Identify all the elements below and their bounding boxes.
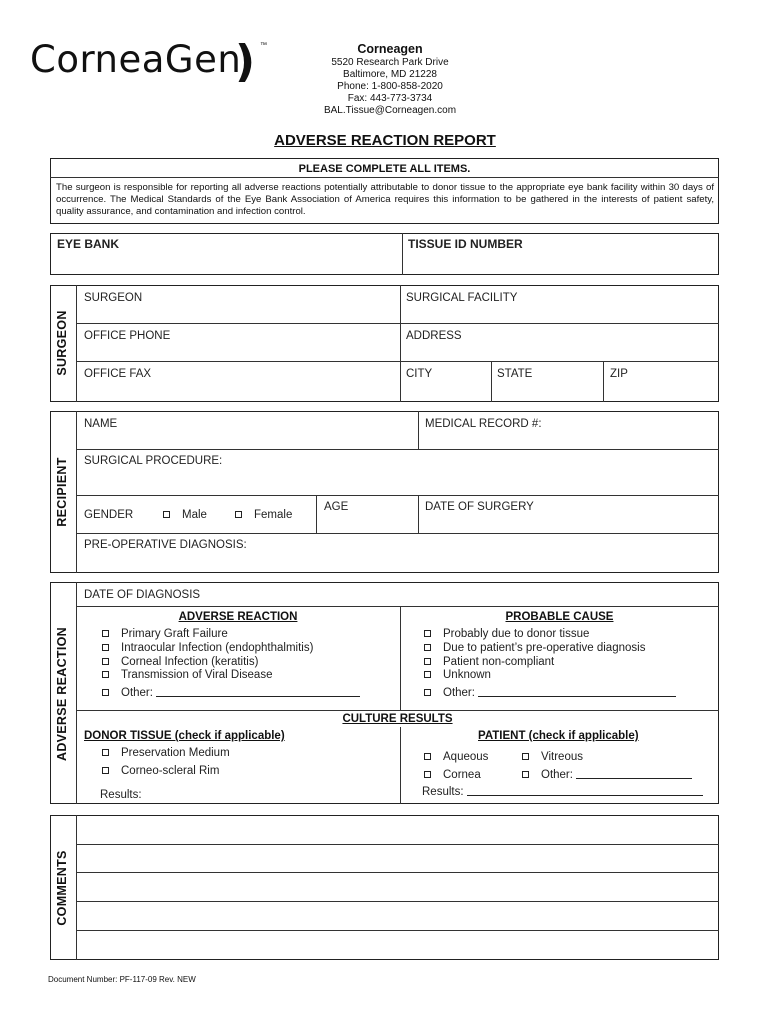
surgical-facility-label: SURGICAL FACILITY (406, 292, 518, 304)
checkbox-icon (102, 671, 109, 678)
company-name: Corneagen (357, 42, 423, 56)
fax-line: Fax: 443-773-3734 (347, 93, 433, 104)
comments-field[interactable] (78, 817, 717, 958)
adverse-reaction-section-title: ADVERSE REACTION (55, 627, 69, 761)
cause-label: Unknown (443, 669, 491, 681)
patient-other-label: Other: (541, 769, 573, 781)
patient-vitreous-label: Vitreous (541, 751, 583, 763)
surgeon-section (50, 285, 719, 402)
phone-line: Phone: 1-800-858-2020 (337, 81, 443, 92)
checkbox-icon (522, 771, 529, 778)
email-line: BAL.Tissue@Corneagen.com (323, 105, 457, 116)
patient-vitreous[interactable] (522, 751, 583, 763)
gender-female-checkbox[interactable] (235, 509, 292, 521)
logo-text: CorneaGen (30, 38, 242, 81)
eye-bank-field[interactable] (52, 252, 400, 273)
reaction-viral-transmission[interactable] (102, 669, 272, 681)
reaction-corneal-infection[interactable] (102, 656, 258, 668)
eye-bank-label: EYE BANK (57, 237, 120, 251)
male-label: Male (182, 509, 207, 521)
address-line-2: Baltimore, MD 21228 (343, 69, 437, 80)
patient-cornea[interactable] (424, 769, 481, 781)
checkbox-icon (522, 753, 529, 760)
reaction-other-field[interactable] (156, 687, 360, 697)
donor-preservation-medium[interactable] (102, 747, 230, 759)
donor-corneo-scleral-rim[interactable] (102, 765, 219, 777)
checkbox-icon (424, 644, 431, 651)
probable-cause-heading: PROBABLE CAUSE (505, 611, 614, 623)
patient-heading: PATIENT (check if applicable) (478, 730, 639, 742)
pre-op-diagnosis-label: PRE-OPERATIVE DIAGNOSIS: (84, 539, 247, 551)
surgeon-section-title: SURGEON (55, 310, 69, 376)
reaction-primary-graft-failure[interactable] (102, 628, 228, 640)
reaction-label: Other: (121, 687, 153, 699)
checkbox-icon (424, 753, 431, 760)
donor-item-label: Corneo-scleral Rim (121, 765, 220, 777)
office-phone-label: OFFICE PHONE (84, 330, 171, 342)
cause-unknown[interactable] (424, 669, 491, 681)
tissue-id-field[interactable] (404, 252, 717, 273)
reaction-label: Transmission of Viral Disease (121, 669, 273, 681)
date-of-surgery-label: DATE OF SURGERY (425, 501, 534, 513)
patient-cornea-label: Cornea (443, 769, 481, 781)
donor-item-label: Preservation Medium (121, 747, 230, 759)
cause-label: Other: (443, 687, 475, 699)
reaction-label: Primary Graft Failure (121, 628, 228, 640)
recipient-section-title: RECIPIENT (55, 457, 69, 527)
cause-pre-op-diagnosis[interactable] (424, 642, 645, 654)
logo (30, 36, 267, 88)
checkbox-icon (163, 511, 170, 518)
checkbox-icon (235, 511, 242, 518)
culture-results-heading: CULTURE RESULTS (342, 713, 453, 725)
reaction-label: Corneal Infection (keratitis) (121, 656, 259, 668)
reaction-label: Intraocular Infection (endophthalmitis) (121, 642, 314, 654)
checkbox-icon (102, 689, 109, 696)
checkbox-icon (102, 630, 109, 637)
donor-tissue-heading: DONOR TISSUE (check if applicable) (84, 730, 285, 742)
comments-section-title: COMMENTS (55, 850, 69, 926)
tissue-id-label: TISSUE ID NUMBER (408, 237, 523, 251)
date-of-diagnosis-label: DATE OF DIAGNOSIS (84, 589, 201, 601)
patient-aqueous[interactable] (424, 751, 488, 763)
female-label: Female (254, 509, 293, 521)
checkbox-icon (424, 671, 431, 678)
name-label: NAME (84, 418, 118, 430)
address-line-1: 5520 Research Park Drive (331, 57, 449, 68)
patient-other[interactable] (522, 769, 692, 781)
checkbox-icon (102, 644, 109, 651)
checkbox-icon (102, 658, 109, 665)
document-number: Document Number: PF-117-09 Rev. NEW (48, 975, 196, 984)
surgical-procedure-label: SURGICAL PROCEDURE: (84, 455, 223, 467)
donor-results-label: Results: (100, 789, 142, 801)
cause-non-compliant[interactable] (424, 656, 554, 668)
adverse-reaction-heading: ADVERSE REACTION (178, 611, 298, 623)
reaction-intraocular-infection[interactable] (102, 642, 313, 654)
age-label: AGE (324, 501, 349, 513)
city-label: CITY (406, 368, 433, 380)
checkbox-icon (102, 767, 109, 774)
cause-other-field[interactable] (478, 687, 676, 697)
patient-results (422, 786, 703, 798)
medical-record-label: MEDICAL RECORD #: (425, 418, 542, 430)
trademark: ™ (260, 42, 267, 49)
checkbox-icon (102, 749, 109, 756)
cause-other[interactable] (424, 687, 676, 699)
address-label: ADDRESS (406, 330, 462, 342)
logo-arc-icon: ) (235, 36, 256, 87)
patient-results-field[interactable] (467, 786, 703, 796)
checkbox-icon (424, 630, 431, 637)
cause-donor-tissue[interactable] (424, 628, 589, 640)
patient-aqueous-label: Aqueous (443, 751, 489, 763)
cause-label: Due to patient’s pre-operative diagnosis (443, 642, 646, 654)
instructions-heading: PLEASE COMPLETE ALL ITEMS. (298, 163, 471, 175)
surgeon-label: SURGEON (84, 292, 143, 304)
page-title: ADVERSE REACTION REPORT (274, 132, 496, 149)
reaction-other[interactable] (102, 687, 360, 699)
checkbox-icon (424, 689, 431, 696)
cause-label: Probably due to donor tissue (443, 628, 590, 640)
patient-results-label: Results: (422, 786, 464, 798)
zip-label: ZIP (610, 368, 628, 380)
checkbox-icon (424, 658, 431, 665)
gender-label: GENDER (84, 509, 134, 521)
patient-other-field[interactable] (576, 769, 692, 779)
checkbox-icon (424, 771, 431, 778)
gender-male-checkbox[interactable] (163, 509, 207, 521)
office-fax-label: OFFICE FAX (84, 368, 152, 380)
instructions-body: The surgeon is responsible for reporting all adverse reactions potentially attributable to donor tissue to the appropriate eye bank facility within 30 days of occurrence. The Medical Standards of the Eye Bank Association of America requires this information to be gathered in the interests of patient safety, quality assurance, and contamination and infection control. (56, 182, 714, 217)
company-address-block (300, 42, 480, 117)
cause-label: Patient non-compliant (443, 656, 555, 668)
state-label: STATE (497, 368, 533, 380)
